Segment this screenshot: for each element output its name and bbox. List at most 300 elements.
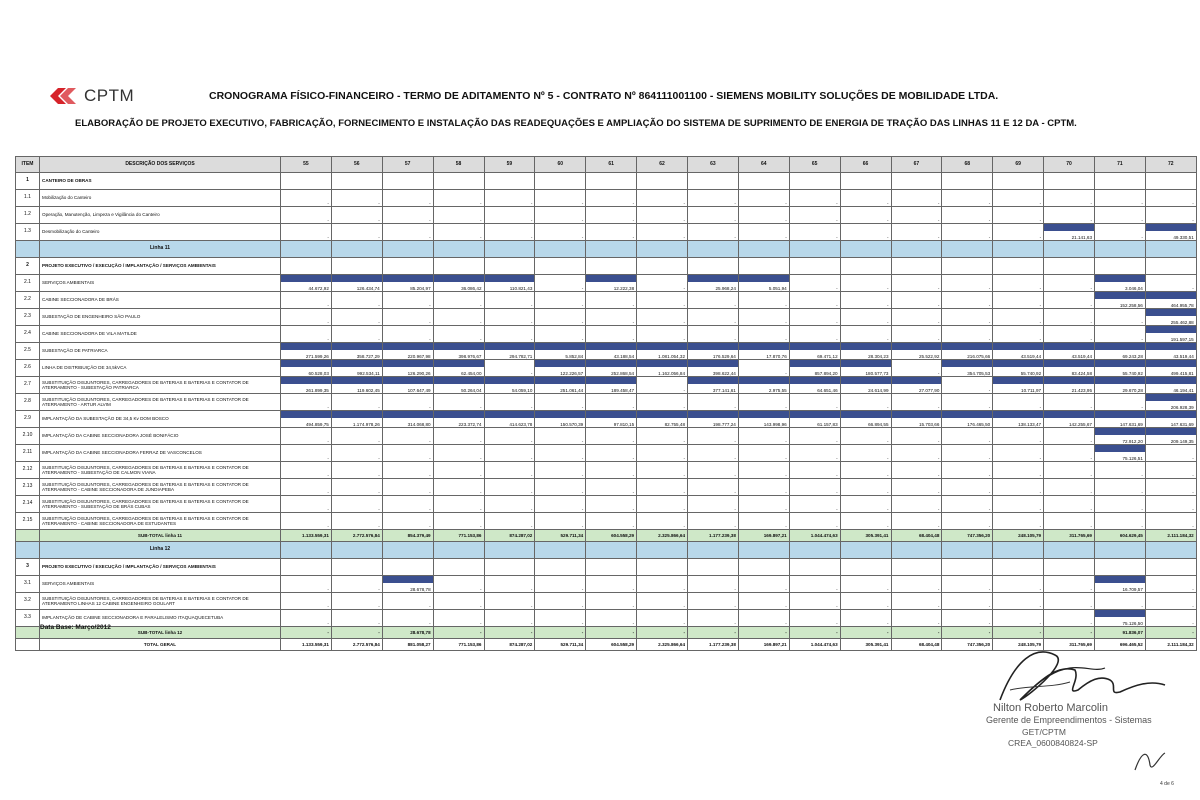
value-cell — [840, 513, 891, 530]
value-text: - — [581, 523, 584, 529]
service-description: CABINE SECCIONADORA DE BRÁS — [40, 292, 281, 309]
value-cell — [840, 360, 891, 377]
value-cell — [891, 593, 942, 610]
value-text: - — [1039, 506, 1042, 512]
value-text: - — [632, 404, 635, 410]
value-text: - — [988, 603, 991, 609]
value-cell — [738, 610, 789, 627]
month-header: 67 — [891, 157, 942, 173]
value-cell — [281, 377, 332, 394]
value-cell — [281, 190, 332, 207]
value-text: - — [530, 302, 533, 308]
value-cell — [433, 292, 484, 309]
value-text: 69.243,28 — [1122, 353, 1143, 359]
value-cell — [789, 394, 840, 411]
value-cell — [1044, 343, 1095, 360]
value-cell — [738, 207, 789, 224]
value-text: - — [1039, 404, 1042, 410]
value-text: 398.976,67 — [458, 353, 482, 359]
value-text: - — [327, 404, 329, 410]
value-text: 5.051,94 — [768, 285, 787, 291]
subtotal-value: 1.133.559,31 — [281, 530, 332, 542]
empty-cell — [840, 559, 891, 576]
service-description: Mobilização do Canteiro — [40, 190, 281, 207]
value-cell — [942, 610, 993, 627]
value-text: 85.204,97 — [410, 285, 431, 291]
schedule-bar — [1146, 394, 1196, 401]
schedule-bar — [485, 343, 535, 350]
value-text: - — [988, 200, 991, 206]
section-title: PROJETO EXECUTIVO / EXECUÇÃO / IMPLANTAÇÃO / SERVIÇOS AMBIENTAIS — [40, 559, 281, 576]
value-cell — [281, 593, 332, 610]
schedule-bar — [434, 343, 484, 350]
schedule-bar — [535, 343, 585, 350]
value-text: - — [327, 620, 329, 626]
value-cell — [688, 411, 739, 428]
schedule-bar — [637, 360, 687, 367]
value-text: - — [937, 234, 940, 240]
empty-cell — [586, 241, 637, 258]
value-cell — [738, 224, 789, 241]
value-cell — [382, 275, 433, 292]
value-cell — [484, 496, 535, 513]
value-text: 69.471,12 — [817, 353, 838, 359]
table-row — [16, 394, 1197, 411]
value-text: - — [530, 370, 533, 376]
value-cell — [535, 462, 586, 479]
value-cell — [688, 462, 739, 479]
value-cell — [738, 326, 789, 343]
value-text: - — [1141, 234, 1143, 240]
value-text: 28.304,23 — [868, 353, 889, 359]
value-text: - — [785, 472, 787, 478]
service-description: SUBSTITUIÇÃO DISJUNTORES, CARREGADORES DE BATERIAS E BATERIAS E CONTATOR DE ATERRAMENTO - SUBESTAÇÃO DE BRÁS CUBAS — [40, 496, 281, 513]
value-cell — [942, 292, 993, 309]
value-text: - — [581, 620, 584, 626]
value-text: - — [1192, 285, 1194, 291]
value-text: - — [530, 620, 533, 626]
value-cell — [382, 513, 433, 530]
value-cell — [586, 445, 637, 462]
value-cell — [891, 275, 942, 292]
empty-cell — [535, 241, 586, 258]
schedule-bar — [739, 275, 789, 282]
value-cell — [1095, 292, 1146, 309]
empty-cell — [1095, 542, 1146, 559]
value-cell — [840, 496, 891, 513]
value-cell — [840, 445, 891, 462]
schedule-bar — [586, 411, 636, 418]
schedule-bar — [790, 343, 840, 350]
value-cell — [535, 411, 586, 428]
empty-cell — [738, 258, 789, 275]
value-cell — [1044, 610, 1095, 627]
value-cell — [331, 445, 382, 462]
value-text: - — [988, 620, 991, 626]
schedule-bar — [383, 576, 433, 583]
value-cell — [382, 360, 433, 377]
value-text: - — [479, 506, 482, 512]
value-cell — [1145, 275, 1196, 292]
value-cell — [789, 462, 840, 479]
value-text: 358.727,29 — [356, 353, 380, 359]
subtotal-value: 1.177.239,38 — [688, 530, 739, 542]
value-cell — [637, 479, 688, 496]
value-text: 21.423,95 — [1071, 387, 1092, 393]
month-header: 68 — [942, 157, 993, 173]
value-text: - — [785, 319, 787, 325]
value-text: 147.631,69 — [1119, 421, 1143, 427]
total-value: 881.058,27 — [382, 639, 433, 651]
schedule-bar — [586, 377, 636, 384]
value-text: - — [785, 217, 787, 223]
item-number: 1 — [16, 173, 40, 190]
value-cell — [942, 496, 993, 513]
total-value: 529.711,34 — [535, 639, 586, 651]
value-cell — [586, 292, 637, 309]
subtotal-value: 604.558,29 — [586, 530, 637, 542]
value-text: - — [581, 603, 584, 609]
value-cell — [382, 224, 433, 241]
empty-cell — [1145, 542, 1196, 559]
total-value: 1.044.474,63 — [789, 639, 840, 651]
subtotal-value: - — [1145, 627, 1196, 639]
value-text: 28.678,78 — [410, 586, 431, 592]
subtotal-label: SUB-TOTAL linha 12 — [40, 627, 281, 639]
month-header: 60 — [535, 157, 586, 173]
value-cell — [331, 360, 382, 377]
value-cell — [535, 224, 586, 241]
value-text: - — [886, 489, 889, 495]
value-text: - — [530, 523, 533, 529]
empty-cell — [484, 559, 535, 576]
value-text: - — [836, 438, 838, 444]
schedule-bar — [535, 360, 585, 367]
value-cell — [1095, 462, 1146, 479]
value-cell — [586, 496, 637, 513]
item-number: 2.5 — [16, 343, 40, 360]
value-text: - — [1039, 586, 1042, 592]
item-number: 2.7 — [16, 377, 40, 394]
value-text: - — [429, 200, 431, 206]
value-cell — [281, 479, 332, 496]
service-description: SUBESTAÇÃO DE ENGENHEIRO SÃO PAULO — [40, 309, 281, 326]
value-text: - — [378, 620, 380, 626]
value-text: - — [988, 489, 991, 495]
value-cell — [840, 610, 891, 627]
item-number: 3.2 — [16, 593, 40, 610]
value-cell — [1044, 360, 1095, 377]
value-text: 62.454,00 — [461, 370, 482, 376]
value-cell — [738, 462, 789, 479]
value-text: - — [683, 234, 685, 240]
total-value: 747.356,20 — [942, 639, 993, 651]
value-text: - — [937, 620, 940, 626]
value-text: - — [683, 200, 685, 206]
empty-cell — [942, 173, 993, 190]
service-description: SUBSTITUIÇÃO DISJUNTORES, CARREGADORES DE BATERIAS E BATERIAS E CONTATOR DE ATERRAMENTO - CABINE SECCIONADORA DE JUNDIAPEBA — [40, 479, 281, 496]
value-text: 150.570,39 — [560, 421, 584, 427]
value-text: - — [886, 234, 889, 240]
schedule-bar — [1095, 377, 1145, 384]
value-cell — [637, 513, 688, 530]
value-cell — [1095, 207, 1146, 224]
empty-cell — [840, 542, 891, 559]
line-label: Linha 12 — [40, 542, 281, 559]
empty-cell — [433, 258, 484, 275]
value-cell — [789, 343, 840, 360]
value-cell — [281, 513, 332, 530]
table-row — [16, 445, 1197, 462]
empty-cell — [433, 241, 484, 258]
value-text: - — [937, 370, 940, 376]
page-title: CRONOGRAMA FÍSICO-FINANCEIRO - TERMO DE ADITAMENTO Nº 5 - CONTRATO Nº 864111001100 - SIEMENS MOBILITY SOLUÇÕES DE MOBILIDADE LTDA. — [209, 90, 999, 102]
value-text: - — [581, 506, 584, 512]
empty-cell — [16, 530, 40, 542]
value-text: - — [836, 404, 838, 410]
value-cell — [433, 462, 484, 479]
month-header: 70 — [1044, 157, 1095, 173]
service-description: IMPLANTAÇÃO DA CABINE SECCIONADORA JOSÉ BONIFÁCIO — [40, 428, 281, 445]
value-text: - — [886, 586, 889, 592]
value-text: - — [327, 586, 329, 592]
value-cell — [993, 496, 1044, 513]
value-text: - — [1090, 285, 1092, 291]
value-text: - — [1039, 620, 1042, 626]
value-text: - — [683, 489, 685, 495]
value-text: - — [1090, 523, 1092, 529]
value-cell — [331, 411, 382, 428]
value-text: 206.928,39 — [1170, 404, 1194, 410]
total-value: 248.105,79 — [993, 639, 1044, 651]
schedule-bar — [688, 275, 738, 282]
schedule-bar — [892, 343, 942, 350]
value-text: - — [886, 336, 889, 342]
schedule-bar — [1095, 360, 1145, 367]
value-text: - — [836, 217, 838, 223]
value-cell — [586, 343, 637, 360]
value-text: - — [479, 620, 482, 626]
schedule-bar — [281, 411, 331, 418]
value-text: 198.777,24 — [712, 421, 736, 427]
value-cell — [789, 377, 840, 394]
value-cell — [1145, 411, 1196, 428]
value-text: - — [785, 438, 787, 444]
value-text: - — [886, 620, 889, 626]
signature-block — [960, 640, 1190, 790]
value-text: - — [429, 336, 431, 342]
empty-cell — [738, 241, 789, 258]
value-cell — [331, 462, 382, 479]
value-cell — [433, 377, 484, 394]
value-cell — [1044, 207, 1095, 224]
subtotal-value: 68.404,48 — [891, 530, 942, 542]
value-cell — [535, 275, 586, 292]
value-cell — [1145, 496, 1196, 513]
month-header: 56 — [331, 157, 382, 173]
service-description: SUBESTAÇÃO DE PATRIARCA — [40, 343, 281, 360]
value-text: - — [1039, 523, 1042, 529]
value-text: - — [581, 302, 584, 308]
value-cell — [637, 445, 688, 462]
empty-cell — [942, 559, 993, 576]
value-cell — [738, 496, 789, 513]
value-text: - — [836, 586, 838, 592]
value-text: 857.894,20 — [814, 370, 838, 376]
value-cell — [840, 275, 891, 292]
value-text: - — [429, 319, 431, 325]
value-text: - — [937, 336, 940, 342]
schedule-bar — [942, 360, 992, 367]
item-number: 2.11 — [16, 445, 40, 462]
empty-cell — [942, 258, 993, 275]
schedule-bar — [1095, 610, 1145, 617]
value-cell — [281, 462, 332, 479]
value-text: - — [1039, 234, 1042, 240]
value-text: - — [530, 336, 533, 342]
empty-cell — [840, 173, 891, 190]
schedule-bar — [892, 377, 942, 384]
value-text: - — [937, 472, 940, 478]
value-cell — [382, 326, 433, 343]
schedule-bar — [942, 411, 992, 418]
value-text: - — [1141, 404, 1143, 410]
value-cell — [891, 360, 942, 377]
value-cell — [1044, 394, 1095, 411]
schedule-bar — [942, 343, 992, 350]
schedule-bar — [281, 275, 331, 282]
value-cell — [535, 593, 586, 610]
section-title: CANTEIRO DE OBRAS — [40, 173, 281, 190]
value-text: 110.821,43 — [509, 285, 533, 291]
value-cell — [281, 309, 332, 326]
value-cell — [433, 207, 484, 224]
value-text: - — [479, 455, 482, 461]
value-cell — [586, 275, 637, 292]
subtotal-value: 604.629,45 — [1095, 530, 1146, 542]
page-number: 4 de 6 — [1160, 781, 1174, 787]
value-text: - — [327, 455, 329, 461]
value-cell — [891, 326, 942, 343]
value-text: - — [1090, 455, 1092, 461]
service-description: LINHA DE DISTRIBUIÇÃO DE 34,5kVCA — [40, 360, 281, 377]
value-cell — [484, 207, 535, 224]
value-cell — [433, 275, 484, 292]
month-header: 69 — [993, 157, 1044, 173]
value-cell — [1145, 479, 1196, 496]
empty-cell — [535, 542, 586, 559]
month-header: 59 — [484, 157, 535, 173]
table-row — [16, 513, 1197, 530]
value-text: - — [581, 438, 584, 444]
schedule-bar — [637, 411, 687, 418]
value-text: - — [429, 472, 431, 478]
empty-cell — [331, 258, 382, 275]
empty-cell — [1145, 173, 1196, 190]
value-cell — [433, 343, 484, 360]
value-text: - — [429, 620, 431, 626]
col-desc-header: DESCRIÇÃO DOS SERVIÇOS — [40, 157, 281, 173]
value-cell — [535, 190, 586, 207]
table-row — [16, 275, 1197, 292]
value-cell — [484, 462, 535, 479]
value-cell — [1095, 411, 1146, 428]
value-text: - — [937, 438, 940, 444]
value-text: - — [683, 455, 685, 461]
value-cell — [688, 513, 739, 530]
value-cell — [738, 394, 789, 411]
total-value: 1.177.239,38 — [688, 639, 739, 651]
value-cell — [535, 377, 586, 394]
value-cell — [586, 513, 637, 530]
value-text: 44.672,92 — [308, 285, 329, 291]
value-text: - — [581, 217, 584, 223]
value-text: - — [1192, 489, 1194, 495]
month-header: 72 — [1145, 157, 1196, 173]
value-cell — [993, 445, 1044, 462]
value-text: - — [429, 489, 431, 495]
value-text: - — [530, 438, 533, 444]
item-number: 2.9 — [16, 411, 40, 428]
value-text: - — [429, 523, 431, 529]
value-cell — [586, 411, 637, 428]
value-cell — [484, 411, 535, 428]
value-text: 16.709,57 — [1122, 586, 1143, 592]
value-text: - — [683, 506, 685, 512]
schedule-bar — [434, 411, 484, 418]
empty-cell — [942, 241, 993, 258]
empty-cell — [1145, 258, 1196, 275]
value-cell — [1095, 496, 1146, 513]
empty-cell — [891, 173, 942, 190]
value-cell — [535, 326, 586, 343]
value-text: 354.705,53 — [967, 370, 991, 376]
subtotal-value: 1.044.474,63 — [789, 530, 840, 542]
subtotal-value: 311.765,69 — [1044, 530, 1095, 542]
value-text: - — [327, 234, 329, 240]
value-text: 61.157,83 — [817, 421, 838, 427]
section-title: PROJETO EXECUTIVO / EXECUÇÃO / IMPLANTAÇÃO / SERVIÇOS AMBIENTAIS — [40, 258, 281, 275]
value-text: - — [530, 489, 533, 495]
value-cell — [1095, 394, 1146, 411]
value-text: - — [429, 506, 431, 512]
value-text: - — [479, 234, 482, 240]
value-cell — [789, 513, 840, 530]
value-text: - — [785, 302, 787, 308]
value-text: - — [734, 234, 736, 240]
value-text: - — [1141, 319, 1143, 325]
data-base-note: Data Base: Março/2012 — [40, 624, 111, 631]
value-cell — [1145, 360, 1196, 377]
subtotal-value: - — [1044, 627, 1095, 639]
value-text: - — [1090, 404, 1092, 410]
value-text: - — [429, 455, 431, 461]
value-cell — [891, 309, 942, 326]
value-cell — [281, 343, 332, 360]
schedule-bar — [841, 377, 891, 384]
value-cell — [1145, 309, 1196, 326]
empty-cell — [891, 559, 942, 576]
value-text: - — [327, 200, 329, 206]
value-text: - — [683, 404, 685, 410]
value-text: - — [429, 302, 431, 308]
value-cell — [1095, 576, 1146, 593]
value-cell — [1044, 326, 1095, 343]
value-cell — [382, 377, 433, 394]
subtotal-value: - — [484, 627, 535, 639]
service-description: SERVIÇOS AMBIENTAIS — [40, 576, 281, 593]
value-cell — [1044, 462, 1095, 479]
